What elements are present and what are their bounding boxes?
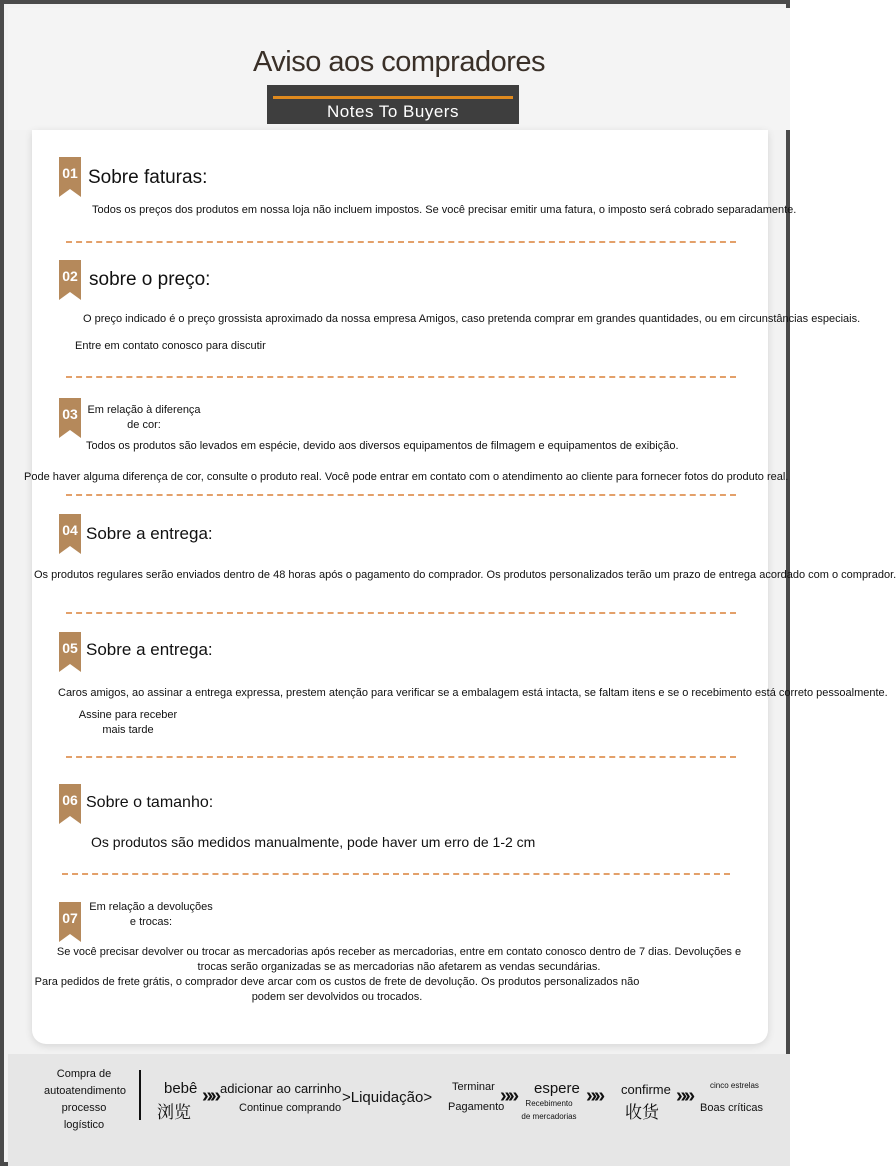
divider (66, 376, 736, 378)
divider (66, 241, 736, 243)
section-badge-05: 05 (59, 632, 81, 672)
step-checkout: >Liquidação> (342, 1089, 433, 1106)
chevron-right-icon: » (586, 1085, 592, 1107)
divider (66, 756, 736, 758)
page-subtitle: Notes To Buyers (327, 102, 459, 121)
section-text-07-a: Se você precisar devolver ou trocar as mercadorias após receber as mercadorias, entre em contato conosco dentro de 7 dias. Devoluções e trocas serão organizadas se as mercadorias não afetarem as vendas secundárias. (56, 946, 742, 973)
step-browse-pt: bebê (164, 1080, 198, 1097)
banner-accent-line (273, 96, 513, 99)
header (8, 8, 790, 130)
divider-line (139, 1070, 141, 1120)
subtitle-banner (267, 85, 519, 124)
section-title-03: Em relação à diferença de cor: (87, 404, 201, 431)
section-text-06-a: Os produtos são medidos manualmente, pode haver um erro de 1-2 cm (91, 834, 536, 850)
section-badge-02: 02 (59, 260, 81, 300)
section-text-04-a: Os produtos regulares serão enviados dentro de 48 horas após o pagamento do comprador. Os produtos personalizados terão um prazo de entrega acordado com o comprador. (34, 569, 896, 581)
process-label: Compra de autoatendimento processo logístico (44, 1068, 126, 1131)
section-title-04: Sobre a entrega: (86, 524, 213, 543)
section-text-02-b: Entre em contato conosco para discutir (75, 340, 266, 352)
section-text-05-a: Caros amigos, ao assinar a entrega expressa, prestem atenção para verificar se a embalagem está intacta, se faltam itens e se o recebimento está correto pessoalmente. (58, 687, 888, 699)
section-title-07: Em relação a devoluções e trocas: (89, 901, 213, 928)
chevron-right-icon: » (202, 1085, 208, 1107)
chevron-right-icon: » (594, 1085, 600, 1107)
divider (62, 873, 730, 875)
section-text-07-b: Para pedidos de frete grátis, o comprador deve arcar com os custos de frete de devolução. Os produtos personalizados não podem ser devolvidos ou trocados. (34, 976, 640, 1003)
divider (66, 612, 736, 614)
step-browse-cn: 浏览 (157, 1103, 191, 1123)
section-title-06: Sobre o tamanho: (86, 794, 214, 811)
section-badge-07: 07 (59, 902, 81, 942)
step-payment: Pagamento (448, 1101, 505, 1113)
chevron-right-icon: » (508, 1085, 514, 1107)
section-badge-03: 03 (59, 398, 81, 438)
step-wait: espere (534, 1080, 580, 1097)
section-badge-06: 06 (59, 784, 81, 824)
section-text-02-a: O preço indicado é o preço grossista aproximado da nossa empresa Amigos, caso pretenda comprar em grandes quantidades, ou em circunstâncias especiais. (83, 313, 861, 325)
section-text-03-b: Pode haver alguma diferença de cor, consulte o produto real. Você pode entrar em contato com o atendimento ao cliente para fornecer fotos do produto real. (24, 471, 789, 483)
section-text-03-a: Todos os produtos são levados em espécie, devido aos diversos equipamentos de filmagem e equipamentos de exibição. (86, 440, 679, 452)
section-badge-01: 01 (59, 157, 81, 197)
process-footer (8, 1054, 790, 1166)
notes-card (24, 130, 896, 1044)
step-finish: Terminar (452, 1081, 495, 1093)
section-title-02: sobre o preço: (89, 269, 211, 290)
chevron-right-icon: » (500, 1085, 506, 1107)
section-badge-04: 04 (59, 514, 81, 554)
step-receive-goods: Recebimento de mercadorias (521, 1099, 577, 1121)
step-add-to-cart: adicionar ao carrinho (220, 1081, 342, 1096)
chevron-right-icon: » (676, 1085, 682, 1107)
section-title-05: Sobre a entrega: (86, 640, 213, 659)
step-confirm-cn: 收货 (625, 1103, 659, 1123)
section-text-05-b: Assine para receber mais tarde (78, 709, 178, 736)
step-continue-shopping: Continue comprando (239, 1102, 342, 1114)
section-title-01: Sobre faturas: (88, 167, 208, 188)
divider (66, 494, 736, 496)
chevron-right-icon: » (684, 1085, 690, 1107)
step-confirm: confirme (621, 1082, 671, 1097)
step-good-reviews: Boas críticas (700, 1102, 763, 1114)
page-title: Aviso aos compradores (252, 46, 545, 78)
section-text-01-a: Todos os preços dos produtos em nossa loja não incluem impostos. Se você precisar emitir uma fatura, o imposto será cobrado separadamente. (92, 204, 797, 216)
chevron-right-icon: » (210, 1085, 216, 1107)
step-five-stars: cinco estrelas (710, 1081, 759, 1090)
